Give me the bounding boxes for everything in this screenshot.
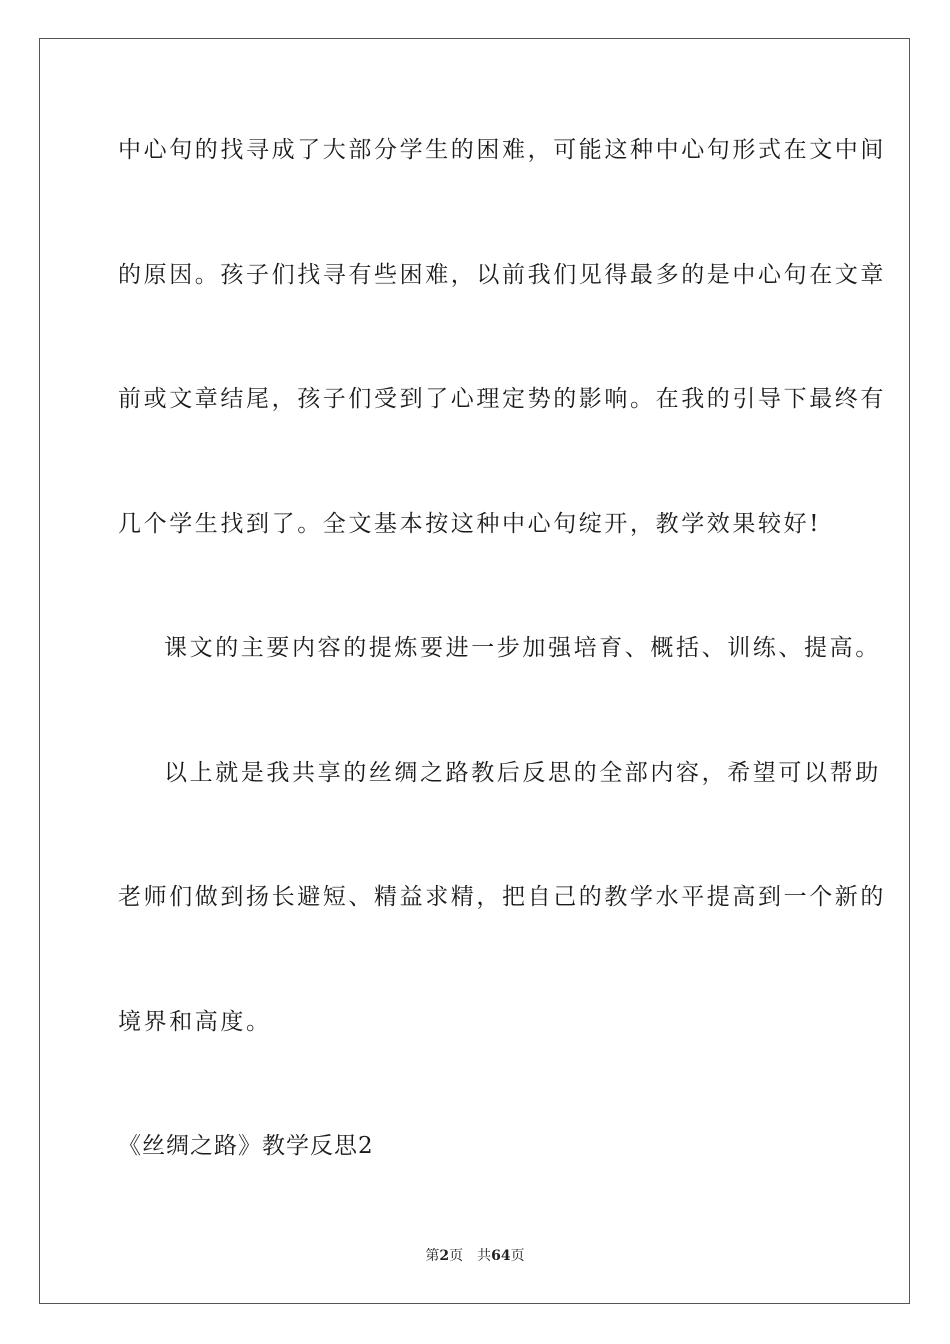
total-pages: 64 xyxy=(491,1248,511,1264)
page-frame xyxy=(39,38,910,1304)
page-footer xyxy=(0,1247,950,1265)
body-line-4: 几个学生找到了。全文基本按这种中心句绽开，教学效果较好! xyxy=(118,511,822,537)
total-suffix: 页 xyxy=(510,1248,525,1264)
page-prefix: 第 xyxy=(425,1248,440,1264)
body-line-3: 前或文章结尾，孩子们受到了心理定势的影响。在我的引导下最终有 xyxy=(118,386,886,412)
body-line-1: 中心句的找寻成了大部分学生的困难，可能这种中心句形式在文中间 xyxy=(118,137,886,163)
body-line-6: 以上就是我共享的丝绸之路教后反思的全部内容，希望可以帮助 xyxy=(164,760,881,786)
body-line-5: 课文的主要内容的提炼要进一步加强培育、概括、训练、提高。 xyxy=(164,635,881,661)
body-line-7: 老师们做到扬长避短、精益求精，把自己的教学水平提高到一个新的 xyxy=(118,884,886,910)
section-heading: 《丝绸之路》教学反思2 xyxy=(118,1133,374,1159)
page-suffix: 页 xyxy=(449,1248,464,1264)
page-number: 2 xyxy=(439,1248,450,1264)
body-line-8: 境界和高度。 xyxy=(118,1009,272,1035)
total-prefix: 共 xyxy=(477,1248,492,1264)
body-line-2: 的原因。孩子们找寻有些困难，以前我们见得最多的是中心句在文章 xyxy=(118,262,886,288)
